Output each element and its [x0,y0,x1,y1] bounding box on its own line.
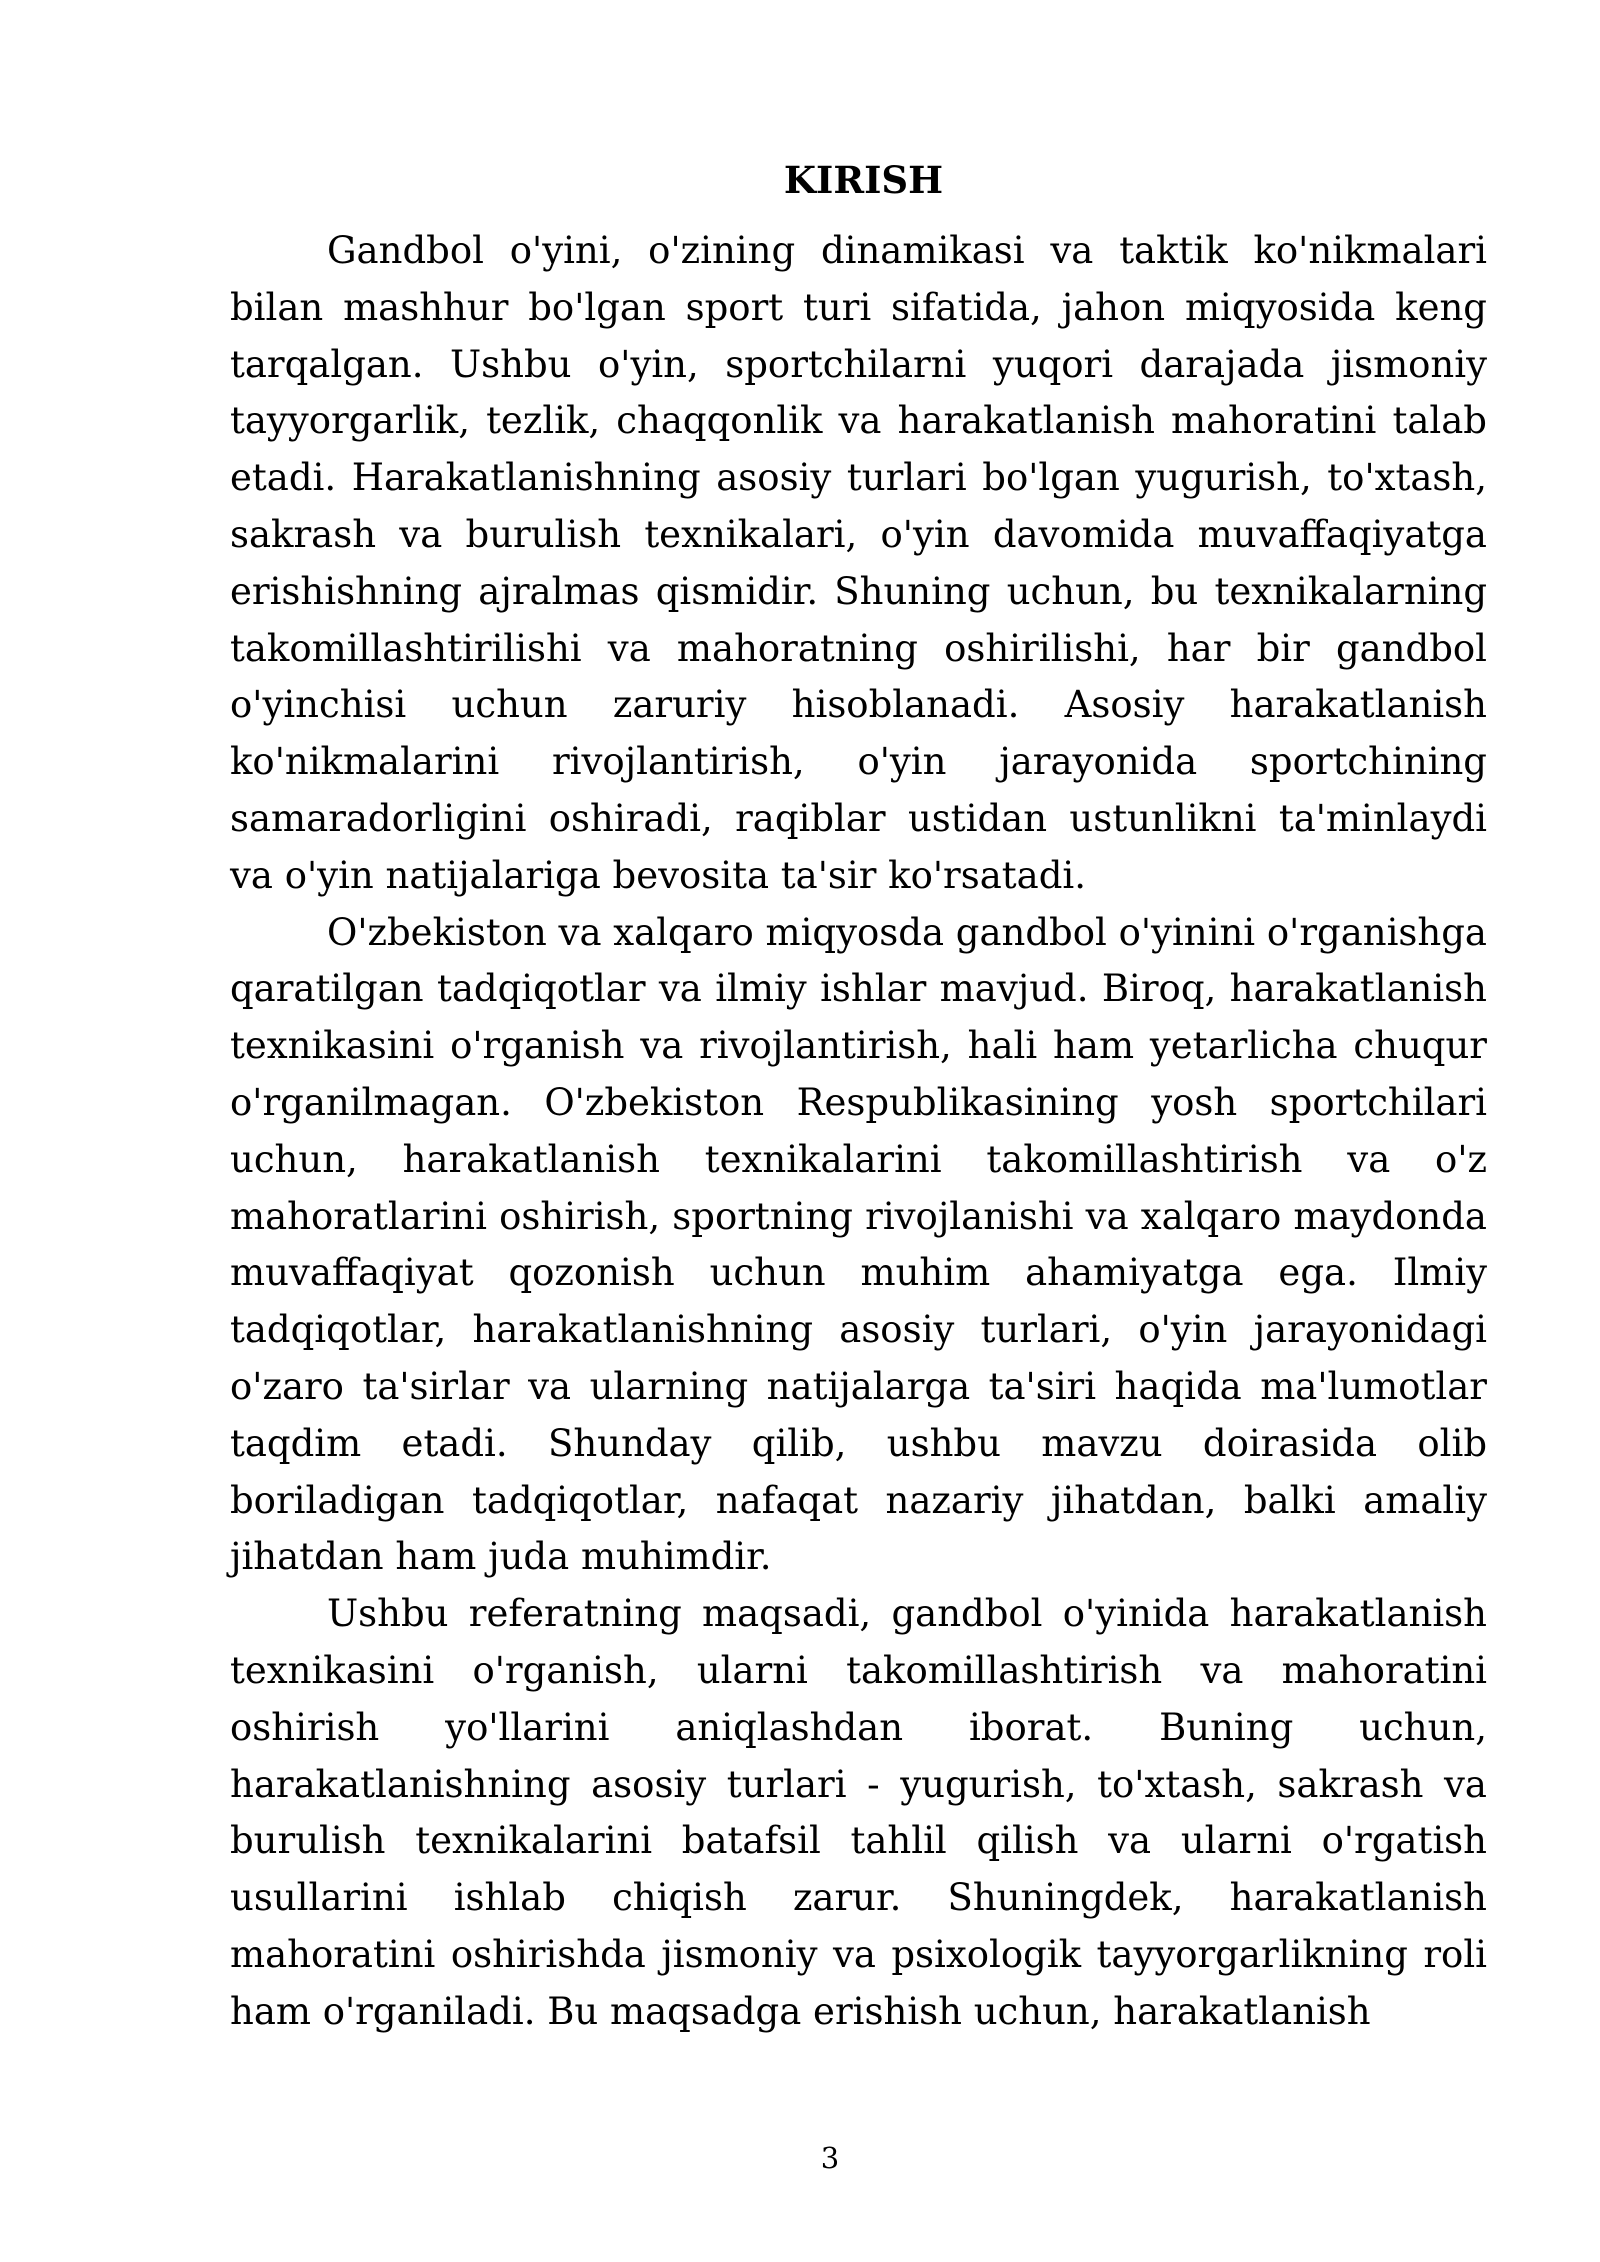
document-body [230,152,1487,2041]
body-paragraph-1: Gandbol o'yini, o'zining dinamikasi va taktik ko'nikmalari bilan mashhur bo'lgan sport turi sifatida, jahon miqyosida keng tarqalgan. Ushbu o'yin, sportchilarni yuqori darajada jismoniy tayyorgarlik, tezlik, chaqqonlik va harakatlanish mahoratini talab etadi. Harakatlanishning asosiy turlari bo'lgan yugurish, to'xtash, sakrash va burulish texnikalari, o'yin davomida muvaffaqiyatga erishishning ajralmas qismidir. Shuning uchun, bu texnikalarning takomillashtirilishi va mahoratning oshirilishi, har bir gandbol o'yinchisi uchun zaruriy hisoblanadi. Asosiy harakatlanish ko'nikmalarini rivojlantirish, o'yin jarayonida sportchining samaradorligini oshiradi, raqiblar ustidan ustunlikni ta'minlaydi va o'yin natijalariga bevosita ta'sir ko'rsatadi. [230,229,1487,897]
page-number: 3 [820,2141,840,2175]
body-paragraph-2: O'zbekiston va xalqaro miqyosda gandbol o'yinini o'rganishga qaratilgan tadqiqotlar va ilmiy ishlar mavjud. Biroq, harakatlanish texnikasini o'rganish va rivojlantirish, hali ham yetarlicha chuqur o'rganilmagan. O'zbekiston Respublikasining yosh sportchilari uchun, harakatlanish texnikalarini takomillashtirish va o'z mahoratlarini oshirish, sportning rivojlanishi va xalqaro maydonda muvaffaqiyat qozonish uchun muhim ahamiyatga ega. Ilmiy tadqiqotlar, harakatlanishning asosiy turlari, o'yin jarayonidagi o'zaro ta'sirlar va ularning natijalarga ta'siri haqida ma'lumotlar taqdim etadi. Shunday qilib, ushbu mavzu doirasida olib boriladigan tadqiqotlar, nafaqat nazariy jihatdan, balki amaliy jihatdan ham juda muhimdir. [230,910,1487,1579]
body-paragraph-3: Ushbu referatning maqsadi, gandbol o'yinida harakatlanish texnikasini o'rganish, ularni takomillashtirish va mahoratini oshirish yo'llarini aniqlashdan iborat. Buning uchun, harakatlanishning asosiy turlari - yugurish, to'xtash, sakrash va burulish texnikalarini batafsil tahlil qilish va ularni o'rgatish usullarini ishlab chiqish zarur. Shuningdek, harakatlanish mahoratini oshirishda jismoniy va psixologik tayyorgarlikning roli ham o'rganiladi. Bu maqsadga erishish uchun, harakatlanish [230,1592,1487,2033]
section-title: KIRISH [783,158,944,202]
